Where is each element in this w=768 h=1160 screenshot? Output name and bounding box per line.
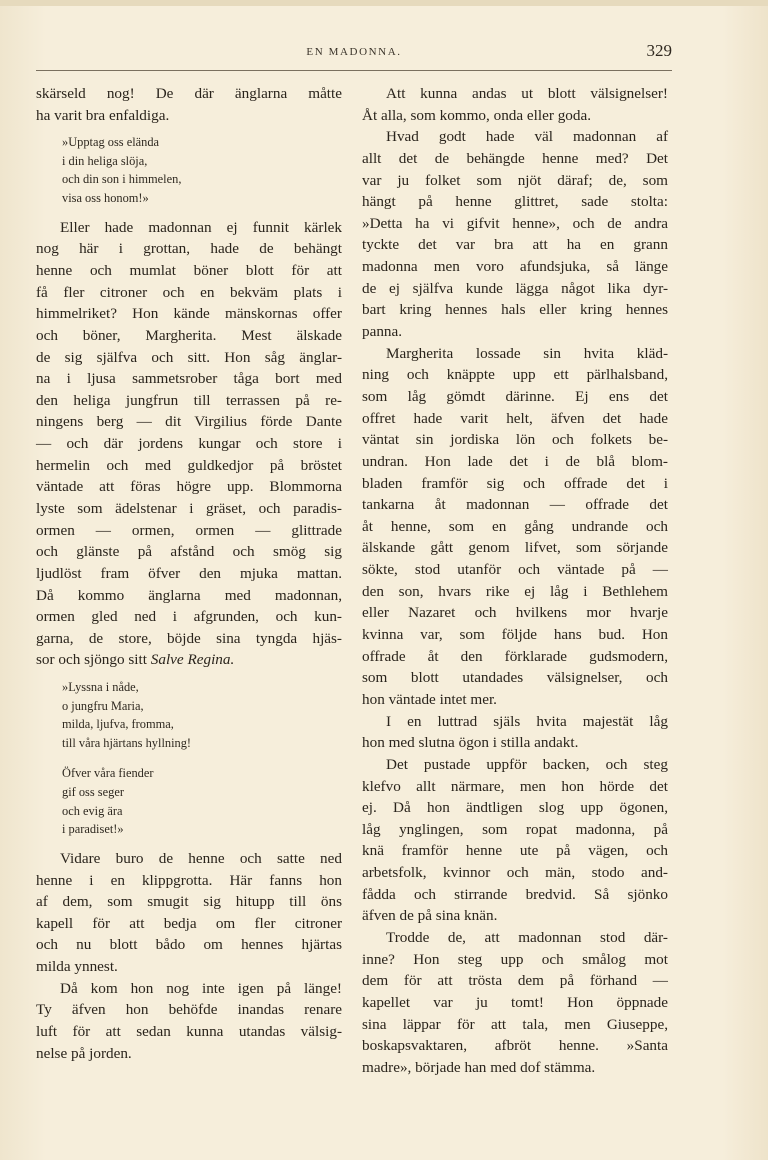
text-line: hon väntade intet mer.	[362, 690, 497, 708]
verse-line: i paradiset!»	[62, 822, 124, 837]
text-line: inne? Hon steg upp och smålog mot	[362, 950, 668, 968]
text-line: »Detta ha vi gifvit henne», och de andra	[362, 214, 668, 232]
verse-line: och evig ära	[62, 803, 123, 818]
text-line: fådda och stirrande bredvid. Så sjönko	[362, 885, 668, 903]
left-column	[36, 83, 342, 1064]
text-line: Då kommo änglarna med madonnan,	[36, 586, 342, 604]
verse-line: Öfver våra fiender	[62, 766, 154, 781]
text-line: Att kunna andas ut blott välsignelser!	[386, 85, 668, 102]
text-line: nelse på jorden.	[36, 1044, 132, 1062]
text-line: allt det de behängde henne med? Det	[362, 149, 668, 167]
text-line: Ty äfven hon behöfde inandas renare	[36, 1001, 342, 1019]
text-line: offrade åt den förklarade gudsmodern,	[362, 647, 668, 665]
text-line: väntade att föras högre upp. Blommorna	[36, 478, 342, 496]
text-line: ha varit bra enfaldiga.	[36, 106, 170, 124]
text-line: låg ynglingen, som ropat madonna, på	[362, 820, 668, 838]
text-line: af dem, som smugit sig hitupp till öns	[36, 893, 342, 911]
text-line: I en luttrad själs hvita majestät låg	[386, 712, 668, 730]
text-line: få fler citroner och en bekväm plats i	[36, 283, 342, 301]
text-line: ormen gled ned i afgrunden, och kun-	[36, 608, 342, 626]
verse-line: i din heliga slöja,	[62, 153, 148, 168]
paragraph	[362, 927, 668, 1078]
text-line: — och där jordens kungar och store i	[36, 435, 342, 453]
text-line: Eller hade madonnan ej funnit kärlek	[60, 218, 342, 236]
verse-line: milda, ljufva, fromma,	[62, 717, 174, 732]
verse-quote	[36, 133, 342, 207]
text-line: henne och mumlat böner blott för att	[36, 261, 342, 279]
text-line: ningens berg — dit Virgilius förde Dante	[36, 413, 342, 431]
text-line: åt henne, som en gång undrande och	[362, 517, 668, 535]
text-line: den son, hvars rike ej låg i Bethlehem	[362, 582, 668, 600]
text-line: väntat sin jordiska lön och folkets be-	[362, 431, 668, 449]
text-line: ljudlöst fram öfver den mjuka mattan.	[36, 564, 342, 582]
text-line: bladen framför sig och offrade det i	[362, 474, 668, 492]
text-line: ej. Då hon ändtligen slog upp ögonen,	[362, 799, 668, 817]
text-fragment: sor och sjöngo sitt	[36, 651, 151, 669]
text-line: lyste som ädelstenar i gräset, och paradis-	[36, 499, 342, 517]
header-rule	[36, 70, 672, 71]
text-line: na i ljusa sammetsrober tåga bort med	[36, 370, 342, 388]
text-line: ormen — ormen, ormen — glittrade	[36, 521, 342, 539]
text-line: eller Nazaret och hvilkens mor hvarje	[362, 604, 668, 622]
text-line: himmelriket? Hon kände mänskornas offer	[36, 305, 342, 323]
text-line: sökte, stod utanför och väntade på —	[362, 561, 668, 579]
paragraph	[362, 343, 668, 711]
text-line: klefvo allt närmare, men hon hörde det	[362, 777, 668, 795]
text-line: ning och knäppte upp ett pärlhalsband,	[362, 366, 668, 384]
text-line: madre», började han med dof stämma.	[362, 1058, 596, 1076]
text-line: tankarna åt madonnan — offrade det	[362, 496, 668, 514]
text-line: madonna men voro afundsjuka, så länge	[362, 258, 668, 276]
text-line: hängt på henne glittret, sade stolta:	[362, 193, 668, 211]
paragraph	[36, 83, 342, 126]
text-line: nog här i grottan, hade de behängt	[36, 240, 342, 258]
verse-line: o jungfru Maria,	[62, 698, 144, 713]
text-line: arbetsfolk, kvinnor och män, stodo and-	[362, 864, 668, 882]
text-line: Trodde de, att madonnan stod där-	[386, 928, 668, 946]
page-header	[36, 38, 672, 68]
text-line: skärseld nog! De där änglarna måtte	[36, 85, 342, 102]
verse-quote	[36, 678, 342, 839]
page-number: 329	[646, 41, 672, 60]
text-line: var ju folket som njöt däraf; de, som	[362, 171, 668, 189]
text-line: garna, de store, böjde sina tyngda hjäs-	[36, 629, 342, 647]
text-line: boskapsvaktaren, afbröt henne. »Santa	[362, 1037, 668, 1055]
text-line: kvinna var, som följde hans bud. Hon	[362, 626, 668, 644]
paragraph	[36, 848, 342, 978]
text-line: Åt alla, som kommo, onda eller goda.	[362, 106, 592, 124]
right-column	[362, 83, 668, 1078]
text-line: och nu blott bådo om hennes hjärtas	[36, 936, 342, 954]
text-line: dem för att trösta dem på förhand —	[362, 972, 668, 990]
text-line: offret hade varit helt, äfven det hade	[362, 409, 668, 427]
text-line: och böner, Margherita. Mest älskade	[36, 326, 342, 344]
text-line: bart kring hennes hals eller kring hennes	[362, 301, 668, 319]
text-line: de ej själfva kunde lägga något lika dyr-	[362, 279, 668, 297]
verse-line: och din son i himmelen,	[62, 172, 182, 187]
text-line: Då kom hon nog inte igen på länge!	[60, 979, 342, 997]
text-line: älskande gått genom lifvet, som sörjande	[362, 539, 668, 557]
text-line: som låg gömdt därinne. Ej ens det	[362, 387, 668, 405]
text-line: Det pustade uppför backen, och steg	[386, 755, 668, 773]
verse-line: »Lyssna i nåde,	[62, 680, 139, 695]
paragraph	[362, 754, 668, 927]
text-line: tyckte det var bra att ha en grann	[362, 236, 668, 254]
page-edge	[0, 0, 768, 6]
text-line: henne i en klippgrotta. Här fanns hon	[36, 871, 342, 889]
text-line: knä framför henne ute på vägen, och	[362, 842, 668, 860]
paragraph	[36, 978, 342, 1065]
text-line: Hvad godt hade väl madonnan af	[386, 128, 668, 146]
stanza-gap	[36, 752, 342, 764]
text-line: luft för att sedan kunna utandas välsig-	[36, 1022, 342, 1040]
text-line: kapellet var ju tomt! Hon öppnade	[362, 993, 668, 1011]
text-line: och glänste på afstånd och smög sig	[36, 543, 342, 561]
text-line: undran. Hon lade det i de blå blom-	[362, 452, 668, 470]
text-line: hermelin och med guldkedjor på bröstet	[36, 456, 342, 474]
italic-title: Salve Regina.	[150, 651, 235, 669]
running-title: EN MADONNA.	[306, 46, 402, 58]
paragraph	[362, 711, 668, 754]
text-line: de sig själfva och sitt. Hon såg änglar-	[36, 348, 342, 366]
text-line: milda ynnest.	[36, 958, 118, 976]
verse-line: visa oss honom!»	[62, 191, 149, 206]
verse-line: till våra hjärtans hyllning!	[62, 735, 192, 750]
paragraph	[36, 217, 342, 671]
text-line: hon med slutna ögon i stilla andakt.	[362, 734, 579, 752]
paragraph	[362, 126, 668, 342]
text-line	[36, 649, 342, 671]
text-line: den heliga jungfrun till terrassen på re-	[36, 391, 342, 409]
text-line: som blott utandades välsignelser, och	[362, 669, 668, 687]
text-line: panna.	[362, 323, 403, 341]
text-line: kapell för att bedja om fler citroner	[36, 914, 342, 932]
paragraph	[362, 83, 668, 126]
text-line: äfven de på sina knän.	[362, 907, 498, 925]
verse-line: gif oss seger	[62, 785, 124, 800]
verse-line: »Upptag oss elända	[62, 135, 160, 150]
text-line: Margherita lossade sin hvita kläd-	[386, 344, 668, 362]
text-line: Vidare buro de henne och satte ned	[60, 849, 342, 867]
text-line: sina läppar för att tala, men Giuseppe,	[362, 1015, 668, 1033]
